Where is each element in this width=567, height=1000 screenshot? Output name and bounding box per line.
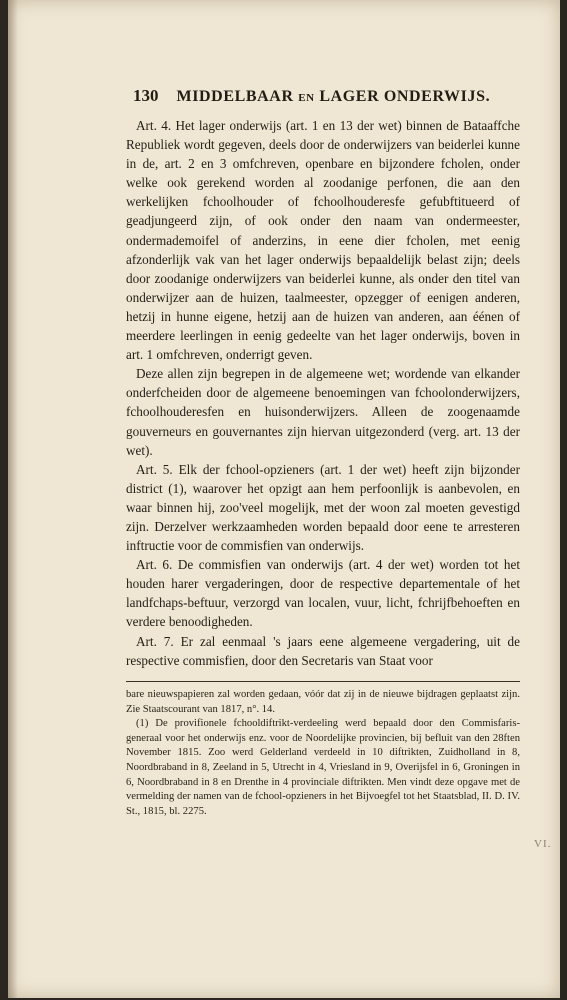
bleed-through-mark: VI. xyxy=(534,838,552,850)
footnote-continuation: bare nieuwspapieren zal worden gedaan, vóór dat zij in de nieuwe bijdragen geplaatst zijn. Zie Staatscourant van 1817, n°. 14. xyxy=(126,689,520,715)
page-title xyxy=(177,88,491,105)
paragraph-art-6: Art. 6. De commisfien van onderwijs (art. 4 der wet) worden tot het houden harer vergaderingen, door de respective departementale of het landfchaps-beftuur, verzorgd van localen, vuur, licht, fchrijfbehoeften en verdere benoodigheden. xyxy=(126,557,520,630)
paragraph-art-5: Art. 5. Elk der fchool-opzieners (art. 1 der wet) heeft zijn bijzonder district (1), waarover het opzigt aan hem perfoonlijk is aanbevolen, en waar binnen hij, zoo'veel mogelijk, met der woon zal moeten gevestigd zijn. Derzelver werkzaamheden worden bepaald door eene te arresteren inftructie voor de commisfien van onderwijs. xyxy=(126,461,520,554)
paragraph-deze-allen: Deze allen zijn begrepen in de algemeene wet; wordende van elkander onderfcheiden door de algemeene benoemingen van fchoolonderwijzers, fchoolhouderesfen en huisonderwijzers. Alleen de zoogenaamde gouverneurs en gouvernantes zijn hiervan uitgezonderd (verg. art. 13 der wet). xyxy=(126,366,520,458)
title-en: EN xyxy=(298,92,315,104)
footnotes xyxy=(126,688,520,819)
page-number: 130 xyxy=(133,86,159,105)
title-part-2: LAGER ONDERWIJS. xyxy=(319,88,491,105)
footnote-divider xyxy=(126,681,520,682)
book-page xyxy=(8,0,560,998)
footnote-1: (1) De provifionele fchooldiftrikt-verdeeling werd bepaald door den Commisfaris-generaal voor het onderwijs enz. voor de Noordelijke provincien, bij befluit van den 28ften November 1815. Zoo werd Gelderland verdeeld in 10 diftrikten, Zuidholland in 8, Noordbraband in 8, Zeeland in 5, Utrecht in 4, Vriesland in 9, Overijsfel in 6, Groningen in 6, Noordbraband in 8 en Drenthe in 4 provinciale diftrikten. Men vindt deze opgave met de vermelding der namen van de fchool-opzieners in het Bijvoegfel tot het Staatsblad, II. D. IV. St., 1815, bl. 2275. xyxy=(126,718,520,817)
paragraph-art-4: Art. 4. Het lager onderwijs (art. 1 en 13 der wet) binnen de Bataaffche Republiek wordt gegeven, deels door de onderwijzers van beiderlei kunne in de, art. 2 en 3 omfchreven, openbare en bijzondere fcholen, onder welke ook gerekend worden al zoodanige perfonen, die aan den werkelijken fchoolhouder of fchoolhouderesfe gefubftitueerd of geadjungeerd zijn, of ook onder den naam van ondermeester, ondermademoifel of anderzins, in eene dier fcholen, met eenig afzonderlijk vak van het lager onderwijs bepaaldelijk belast zijn; deels door zoodanige onderwijzers van beiderlei kunne, als onder den titel van onderwijzer aan de huizen, taalmeester, opzegger of eenigen anderen, hetzij in hunne eigene, hetzij aan de huizen van anderen, aan éénen of meerdere leerlingen in eenig gedeelte van het lager onderwijs, boven in art. 1 omfchreven, onderrigt geven. xyxy=(126,118,520,363)
running-header xyxy=(133,86,513,106)
title-part-1: MIDDELBAAR xyxy=(176,88,294,105)
paragraph-art-7: Art. 7. Er zal eenmaal 's jaars eene algemeene vergadering, uit de respective commisfien, door den Secretaris van Staat voor xyxy=(126,633,520,668)
main-text xyxy=(126,116,520,670)
